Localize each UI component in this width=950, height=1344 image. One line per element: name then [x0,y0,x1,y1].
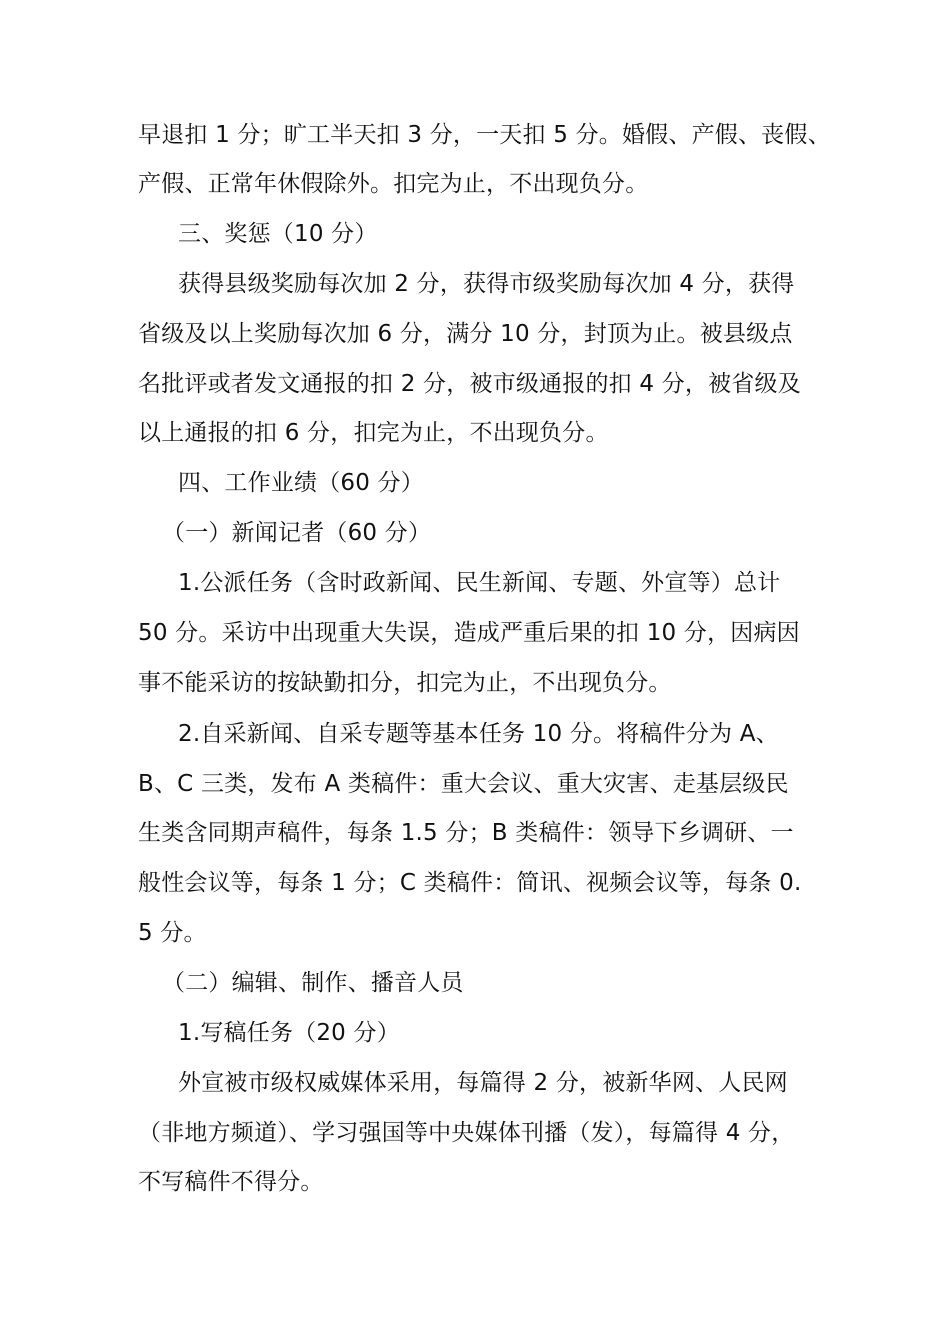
section-heading: 四、工作业绩（60 分） [178,470,424,496]
text-line: 1.写稿任务（20 分） [178,1020,400,1046]
text-line: 不写稿件不得分。 [138,1169,324,1195]
text-line: 获得县级奖励每次加 2 分，获得市级奖励每次加 4 分，获得 [178,271,795,297]
text-line: 2.自采新闻、自采专题等基本任务 10 分。将稿件分为 A、 [178,721,779,747]
subsection-heading: （一）新闻记者（60 分） [162,520,432,546]
text-line: 以上通报的扣 6 分，扣完为止，不出现负分。 [138,420,609,446]
text-line: （非地方频道）、学习强国等中央媒体刊播（发），每篇得 4 分， [138,1120,795,1146]
text-line: 50 分。采访中出现重大失误，造成严重后果的扣 10 分，因病因 [138,620,800,646]
subsection-heading: （二）编辑、制作、播音人员 [162,970,464,996]
text-line: 名批评或者发文通报的扣 2 分，被市级通报的扣 4 分，被省级及 [138,371,801,397]
text-line: 事不能采访的按缺勤扣分，扣完为止，不出现负分。 [138,670,672,696]
text-line: 省级及以上奖励每次加 6 分，满分 10 分，封顶为止。被县级点 [138,321,793,347]
text-line: 1.公派任务（含时政新闻、民生新闻、专题、外宣等）总计 [178,570,781,596]
text-line: 产假、正常年休假除外。扣完为止，不出现负分。 [138,171,649,197]
text-line: B、C 三类，发布 A 类稿件：重大会议、重大灾害、走基层级民 [138,771,789,797]
text-line: 外宣被市级权威媒体采用，每篇得 2 分，被新华网、人民网 [178,1070,788,1096]
text-line: 5 分。 [138,920,207,946]
text-line: 生类含同期声稿件，每条 1.5 分；B 类稿件：领导下乡调研、一 [138,820,794,846]
text-line: 般性会议等，每条 1 分；C 类稿件：简讯、视频会议等，每条 0. [138,870,802,896]
text-line: 早退扣 1 分；旷工半天扣 3 分，一天扣 5 分。婚假、产假、丧假、 [138,122,831,148]
section-heading: 三、奖惩（10 分） [178,221,378,247]
